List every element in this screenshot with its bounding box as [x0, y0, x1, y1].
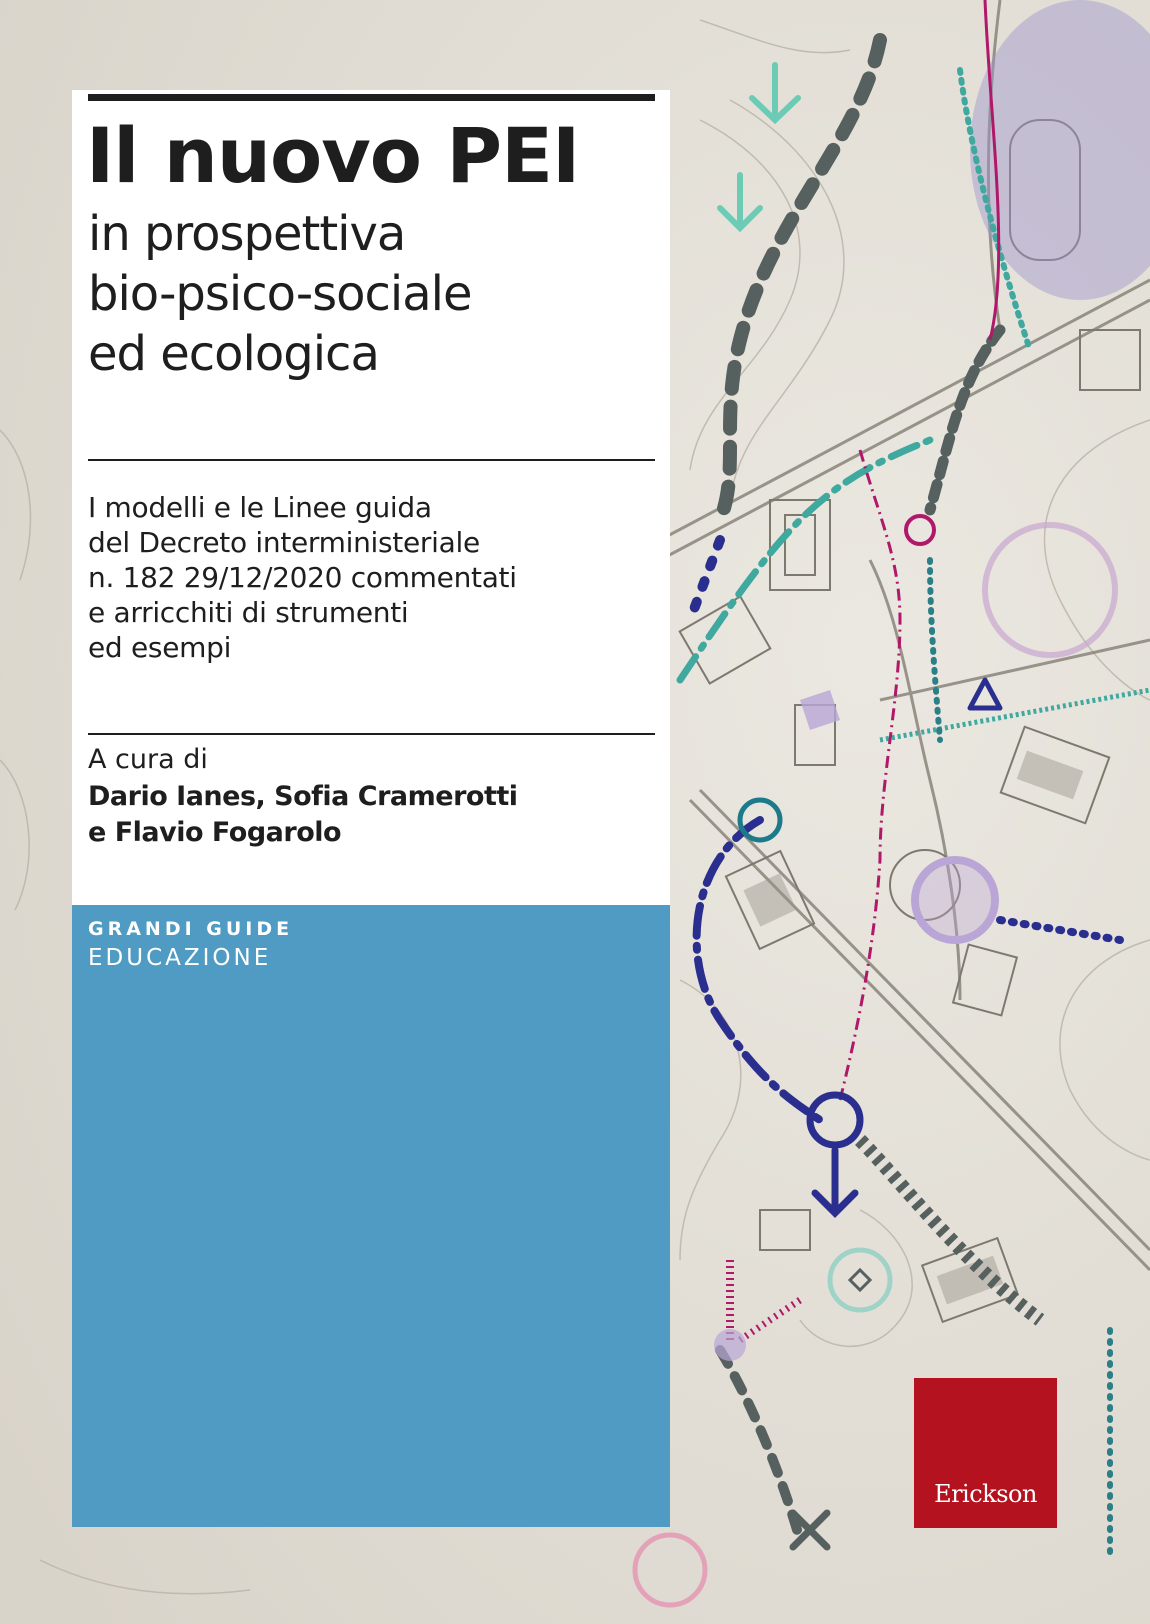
subtitle-line: in prospettiva: [88, 206, 406, 262]
series-panel: [72, 905, 670, 1527]
editor-label: A cura di: [88, 744, 208, 775]
subtitle-line: ed ecologica: [88, 326, 379, 382]
cross-marker-icon: [785, 1505, 835, 1555]
description-line: del Decreto interministeriale: [88, 526, 480, 559]
arrow-down-icon: [805, 1145, 865, 1225]
arrow-down-icon: [740, 60, 810, 130]
description-line: ed esempi: [88, 631, 232, 664]
editor-names: [88, 779, 518, 851]
editor-line: e Flavio Fogarolo: [88, 817, 342, 848]
arrow-down-icon: [710, 170, 770, 240]
description-line: I modelli e le Linee guida: [88, 491, 432, 524]
book-subtitle: [88, 204, 472, 384]
series-name: GRANDI GUIDE: [88, 918, 294, 940]
triangle-icon: [965, 675, 1005, 715]
description-line: n. 182 29/12/2020 commentati: [88, 561, 517, 594]
divider: [88, 733, 655, 735]
book-description: [88, 490, 517, 665]
subtitle-line: bio-psico-sociale: [88, 266, 472, 322]
divider: [88, 459, 655, 461]
circle-marker-icon: [840, 1260, 880, 1300]
description-line: e arricchiti di strumenti: [88, 596, 409, 629]
editor-line: Dario Ianes, Sofia Cramerotti: [88, 781, 518, 812]
publisher-logo: [914, 1378, 1057, 1528]
publisher-name: Erickson: [934, 1480, 1037, 1508]
series-subject: EDUCAZIONE: [88, 945, 272, 971]
top-rule: [88, 94, 655, 101]
book-title: Il nuovo PEI: [86, 111, 580, 200]
